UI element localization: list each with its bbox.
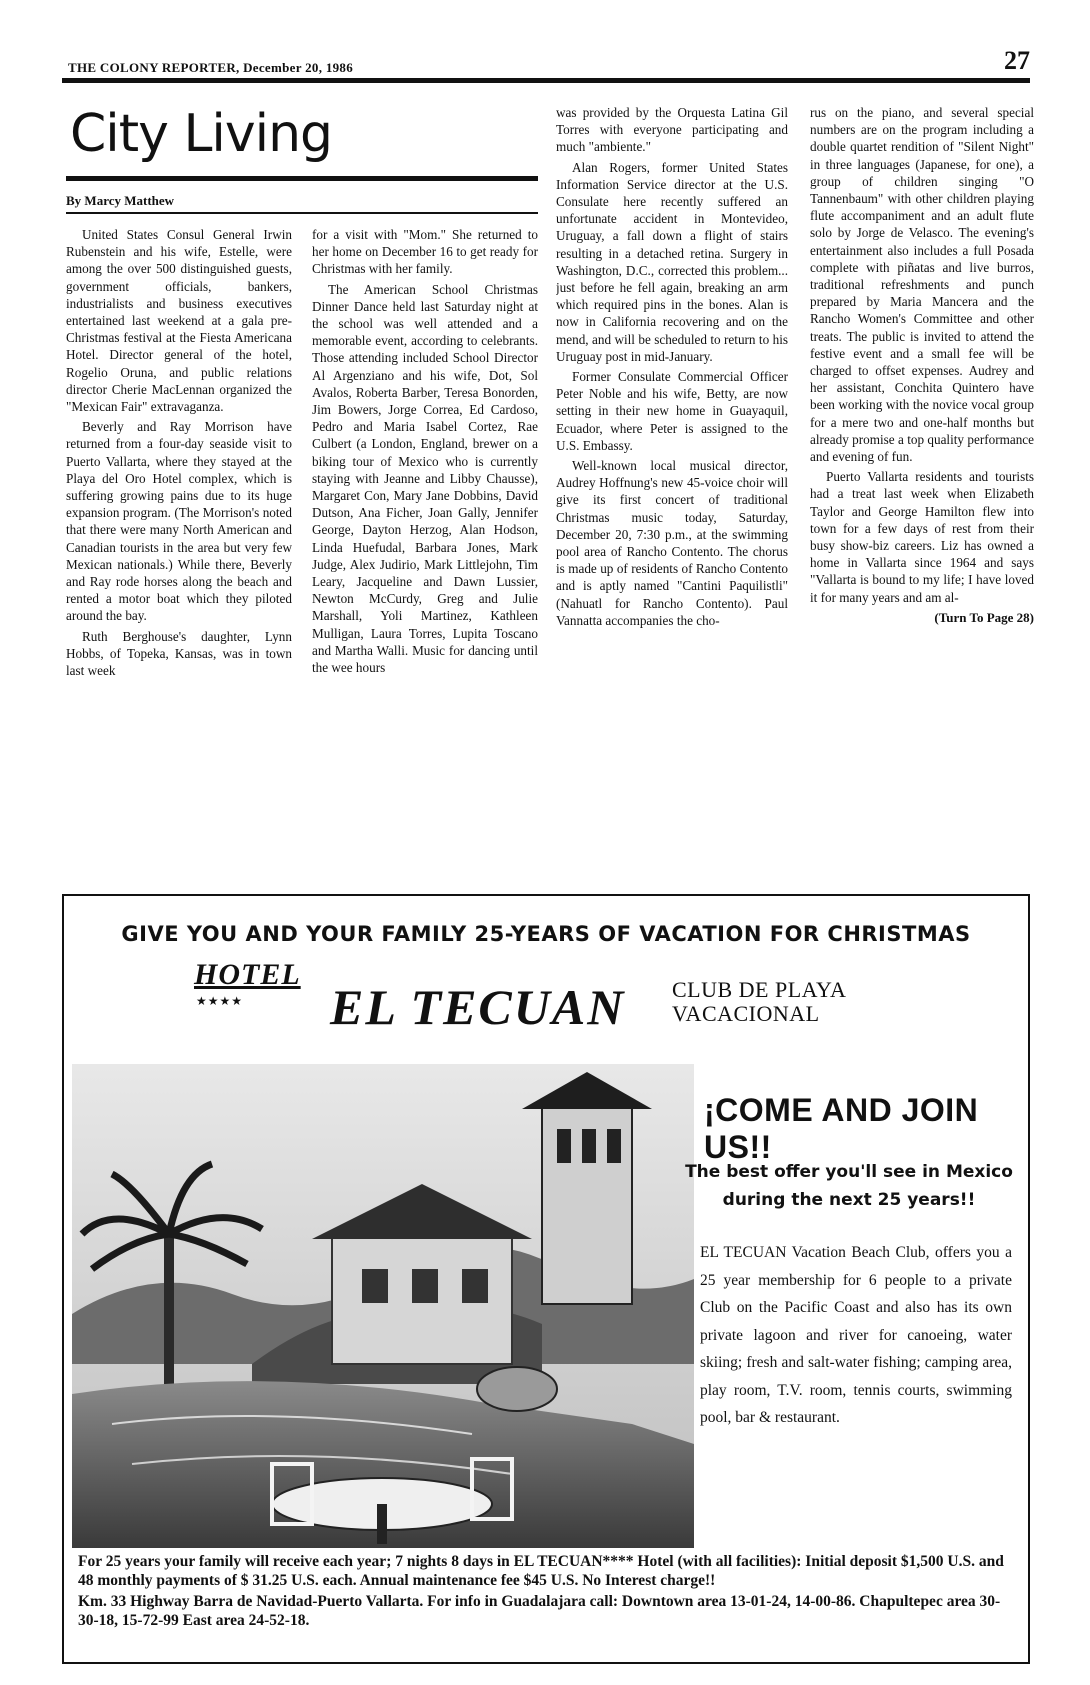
ad-club-line1: CLUB DE PLAYA bbox=[672, 977, 847, 1002]
ad-stars: ★★★★ bbox=[196, 994, 244, 1008]
paragraph: for a visit with "Mom." She returned to her home on December 16 to get ready for Christmas with her family. bbox=[312, 227, 538, 277]
paragraph: rus on the piano, and several special numbers are on the program including a double quartet rendition of "Silent Night" in three languages (Japanese, for one), a group of children singing "O Tannenbaum" with other children playing flute accompaniment and an adult flute solo by Jorge de Velasco. The evening's entertainment also includes a full Posada complete with piñatas and live burros, traditional refreshments and punch prepared by Maria Mancera and the Rancho Women's Committee and other treats. The public is invited to attend the festive event and a small fee will be charged to offset expenses. Audrey and her assistant, Conchita Quintero have been working with the novice vocal group for a mere two and one-half months but already promise a top quality performance and evening of fun. bbox=[810, 105, 1034, 465]
page-header bbox=[62, 46, 1030, 80]
ad-call-to-action: ¡COME AND JOIN US!! bbox=[704, 1092, 979, 1165]
paragraph: Well-known local musical director, Audrey Hoffnung's new 45-voice choir will give its first concert of traditional Christmas music today, Saturday, December 20, 7:30 p.m., at the swimming pool area of Rancho Contento. The chorus is made up of residents of Rancho Contento and is aptly named "Cantini Paquilistli" (Nahuatl for Rancho Contento). Paul Vannatta accompanies the cho- bbox=[556, 458, 788, 628]
paragraph: Beverly and Ray Morrison have returned from a four-day seaside visit to Puerto Vallarta, where they stayed at the Playa del Oro Hotel complex, which is suffering growing pains due to its huge expansion program. (The Morrison's noted that there were many North American and Canadian tourists in the area but very few Mexican nationals.) While there, Beverly and Ray rode horses along the beach and rented a motor boat which they piloted around the bay. bbox=[66, 419, 292, 624]
continuation-note: (Turn To Page 28) bbox=[934, 609, 1034, 625]
section-title: City Living bbox=[70, 104, 333, 164]
article-column-1 bbox=[66, 226, 292, 886]
article-column-2 bbox=[312, 226, 538, 886]
paragraph: was provided by the Orquesta Latina Gil Torres with everyone participating and much "ambiente." bbox=[556, 105, 788, 155]
byline: By Marcy Matthew bbox=[66, 193, 175, 208]
page-number: 27 bbox=[1004, 46, 1030, 75]
article-column-4 bbox=[810, 104, 1034, 886]
ad-offer bbox=[684, 1158, 1014, 1214]
ad-offer-line1: The best offer you'll see in Mexico bbox=[685, 1162, 1013, 1182]
paragraph: United States Consul General Irwin Rubenstein and his wife, Estelle, were among the over 500 distinguished guests, government officials, bankers, industrialists and business executives entertained last weekend at a gala pre-Christmas festival at the Fiesta Americana Hotel. Director general of the hotel, Rogelio Oruna, and public relations director Cherie MacLennan organized the "Mexican Fair" extravaganza. bbox=[66, 227, 292, 415]
ad-footer bbox=[78, 1552, 1016, 1632]
advertisement bbox=[62, 894, 1030, 1664]
header-rule bbox=[62, 78, 1030, 83]
ad-offer-line2: during the next 25 years!! bbox=[722, 1190, 976, 1210]
ad-club-text bbox=[672, 978, 846, 1026]
paragraph: Ruth Berghouse's daughter, Lynn Hobbs, of Topeka, Kansas, was in town last week bbox=[66, 628, 292, 679]
publication-line: THE COLONY REPORTER, December 20, 1986 bbox=[68, 60, 354, 75]
paragraph: Alan Rogers, former United States Information Service director at the U.S. Consulate here recently suffered an unfortunate accident in Montevideo, Uruguay, a fall down a flight of stairs resulting in a detached retina. Surgery in Washington, D.C., corrected this problem... just before he fell again, breaking an arm which required pins in the bones. Alan is now in California recovering and on the mend, and will be scheduled to return to his Uruguay post in mid-January. bbox=[556, 159, 788, 364]
paragraph: Puerto Vallarta residents and tourists had a treat last week when Elizabeth Taylor and George Hamilton flew into town for a few days of rest from their busy show-biz careers. Liz has owned a home in Vallarta since 1964 and says "Vallarta is bound to my life; I have loved it for many years and am al- bbox=[810, 469, 1034, 605]
paragraph: The American School Christmas Dinner Dance held last Saturday night at the school was well attended and a memorable event, according to celebrants. Those attending included School Director Al Argenziano and his wife, Dot, Sol Avalos, Roberta Barber, Teresa Bonorden, Jim Bowers, Jorge Correa, Ed Cardoso, Pedro and Maria Isabel Cortez, Rae Culbert (a London, England, brewer on a biking tour of Mexico who is currently staying with Jeanne and Libby Chausse), Margaret Con, Mary Jane Dobbins, David Dutson, Ana Ficher, Joan Gally, Jennifer George, Dayton Herzog, Alan Hodson, Linda Huefudal, Barbara Jones, Mark Judge, Alex Judirio, Mark Littlejohn, Tim Leary, Jacqueline and Dawn Lussier, Newton McCurdy, Greg and Julie Marshall, Yoli Martinez, Kathleen Mulligan, Laura Torres, Lupita Toscano and Martha Walli. Music for dancing until the wee hours bbox=[312, 281, 538, 676]
ad-terms: For 25 years your family will receive each year; 7 nights 8 days in EL TECUAN**** Hotel (with all facilities): Initial deposit $1,500 U.S. and 48 monthly payments of $ 31.25 U.S. each. Annual maintenance fee $45 U.S. No Interest charge!! bbox=[78, 1553, 1004, 1589]
ad-brand: EL TECUAN bbox=[330, 979, 626, 1035]
resort-photo-icon bbox=[72, 1064, 694, 1548]
ad-hotel-label: HOTEL bbox=[194, 958, 301, 991]
paragraph: Former Consulate Commercial Officer Peter Noble and his wife, Betty, are now setting in their new home in Guayaquil, Ecuador, where Peter is assigned to the U.S. Embassy. bbox=[556, 369, 788, 453]
article-column-3 bbox=[556, 104, 788, 886]
ad-description: EL TECUAN Vacation Beach Club, offers you a 25 year membership for 6 people to a private Club on the Pacific Coast and also has its own private lagoon and river for canoeing, water skiing; fresh and salt-water fishing; camping area, play room, T.V. room, tennis courts, swimming pool, bar & restaurant. bbox=[700, 1244, 1012, 1426]
ad-contact: Km. 33 Highway Barra de Navidad-Puerto Vallarta. For info in Guadalajara call: Downtown area 13-01-24, 14-00-86. Chapultepec area 30-30-18, 15-72-99 East area 24-52-18. bbox=[78, 1593, 1001, 1629]
byline-rule bbox=[66, 212, 538, 214]
ad-headline: GIVE YOU AND YOUR FAMILY 25-YEARS OF VACATION FOR CHRISTMAS bbox=[121, 922, 971, 946]
title-rule bbox=[66, 176, 538, 181]
ad-club-line2: VACACIONAL bbox=[672, 1001, 820, 1026]
